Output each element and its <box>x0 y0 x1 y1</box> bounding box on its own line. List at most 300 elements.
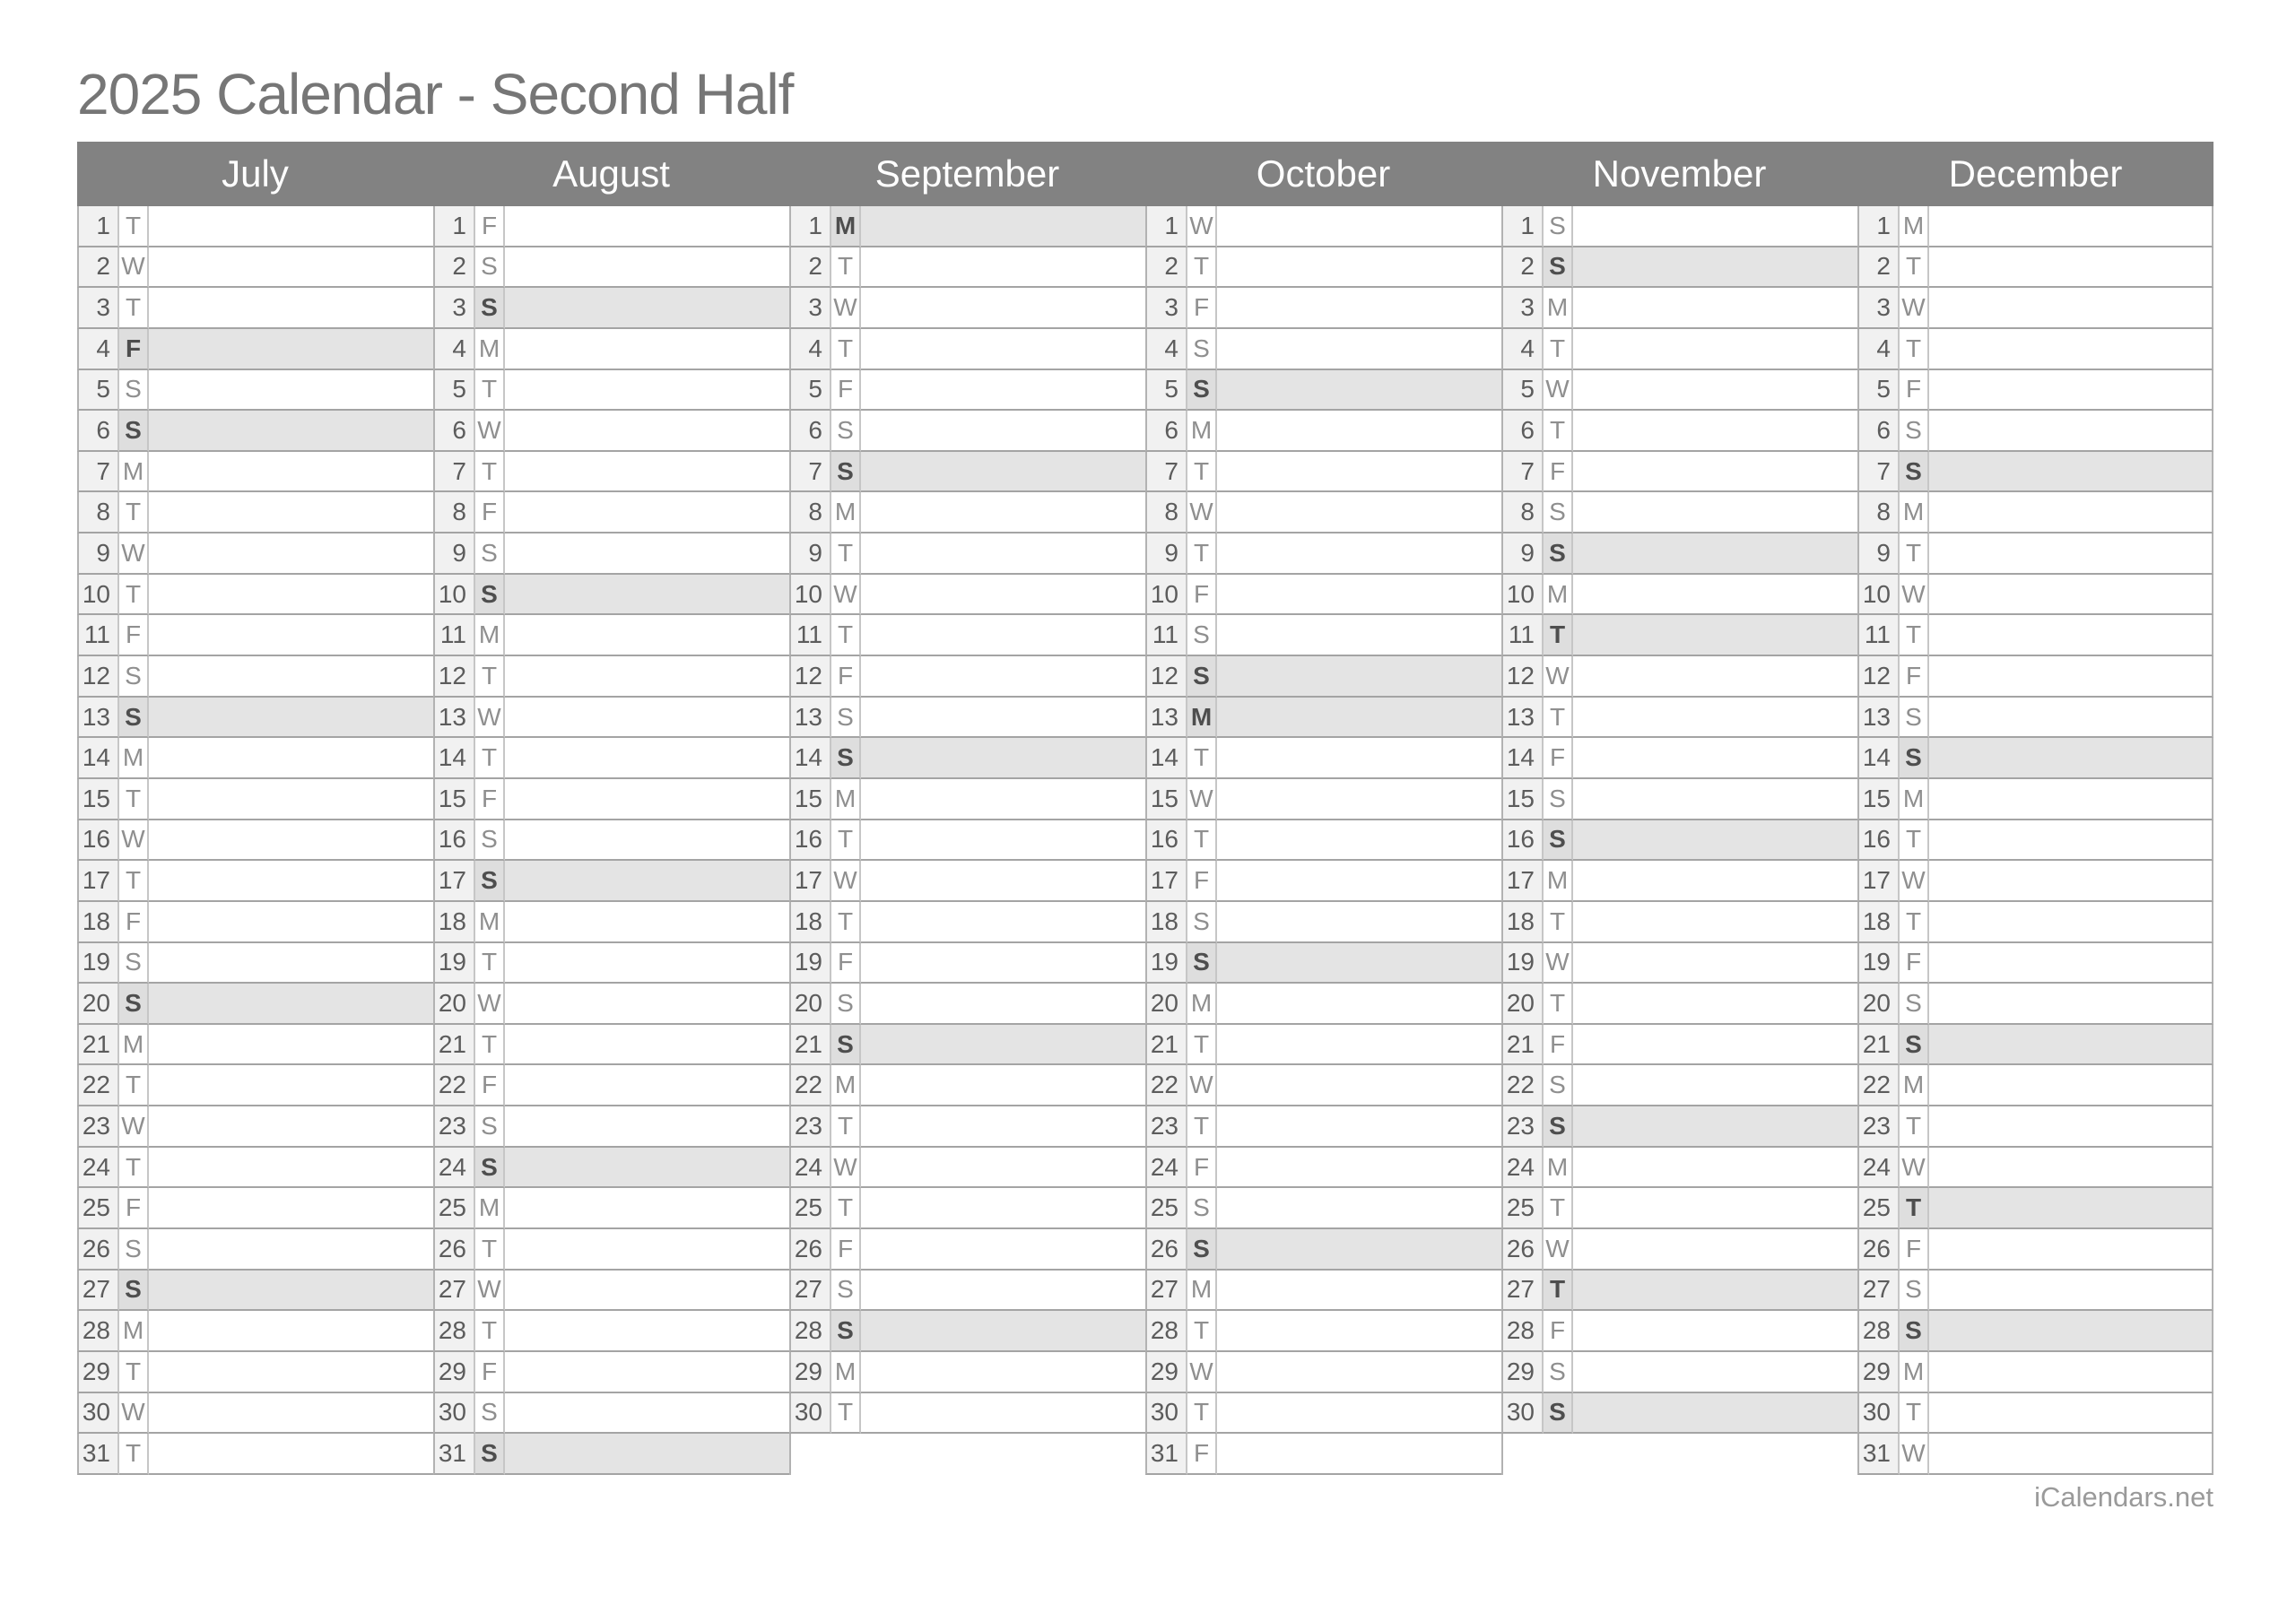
day-number-cell: 30 <box>1857 1393 1900 1435</box>
day-note-cell <box>1929 1434 2213 1475</box>
footer-brand-link[interactable]: iCalendars.net <box>2034 1481 2213 1513</box>
month-header-august: August <box>552 152 670 195</box>
day-note-cell <box>505 779 789 820</box>
day-note-cell <box>1929 247 2213 289</box>
day-letter-cell: M <box>831 492 861 533</box>
day-number-cell: 24 <box>433 1148 475 1189</box>
day-letter-cell: W <box>475 698 505 739</box>
day-number-cell: 17 <box>1501 861 1544 902</box>
day-letter-cell: T <box>119 1148 149 1189</box>
day-note-cell <box>149 370 433 412</box>
day-note-cell <box>505 820 789 862</box>
day-letter-cell: M <box>1187 411 1217 452</box>
day-letter-cell: W <box>831 575 861 616</box>
day-letter-cell: S <box>475 1434 505 1475</box>
day-number-cell: 22 <box>1145 1065 1187 1106</box>
day-letter-cell: W <box>831 1148 861 1189</box>
day-number-cell: 20 <box>1857 984 1900 1025</box>
day-note-cell <box>861 206 1145 247</box>
day-letter-cell: M <box>119 1311 149 1352</box>
day-note-cell <box>1573 656 1857 698</box>
day-note-cell <box>1217 738 1501 779</box>
day-note-cell <box>149 1106 433 1148</box>
day-number-cell: 24 <box>1501 1148 1544 1189</box>
day-letter-cell: W <box>119 1393 149 1435</box>
day-number-cell: 12 <box>77 656 119 698</box>
empty-cell <box>789 1434 831 1475</box>
day-note-cell <box>1217 1188 1501 1229</box>
day-number-cell: 23 <box>1857 1106 1900 1148</box>
day-note-cell <box>1573 452 1857 493</box>
day-letter-cell: M <box>1187 1271 1217 1312</box>
day-note-cell <box>149 452 433 493</box>
day-letter-cell: F <box>1187 1148 1217 1189</box>
day-number-cell: 25 <box>1857 1188 1900 1229</box>
day-number-cell: 9 <box>1501 533 1544 575</box>
day-letter-cell: S <box>831 1271 861 1312</box>
day-letter-cell: T <box>1544 902 1573 943</box>
day-letter-cell: S <box>475 1106 505 1148</box>
day-note-cell <box>1929 1352 2213 1393</box>
day-letter-cell: M <box>831 1352 861 1393</box>
day-number-cell: 21 <box>77 1025 119 1066</box>
day-note-cell <box>505 943 789 984</box>
day-number-cell: 16 <box>789 820 831 862</box>
day-letter-cell: S <box>1544 1065 1573 1106</box>
day-note-cell <box>1573 1271 1857 1312</box>
page-title: 2025 Calendar - Second Half <box>77 62 794 126</box>
day-letter-cell: M <box>1544 575 1573 616</box>
day-number-cell: 26 <box>789 1229 831 1271</box>
day-letter-cell: S <box>831 452 861 493</box>
day-note-cell <box>149 738 433 779</box>
day-letter-cell: M <box>475 615 505 656</box>
day-letter-cell: S <box>1187 329 1217 370</box>
day-note-cell <box>1217 575 1501 616</box>
day-letter-cell: S <box>119 411 149 452</box>
day-letter-cell: S <box>1900 1271 1929 1312</box>
day-note-cell <box>1573 1106 1857 1148</box>
day-note-cell <box>1573 615 1857 656</box>
day-letter-cell: M <box>831 779 861 820</box>
day-letter-cell: S <box>475 533 505 575</box>
day-number-cell: 26 <box>1145 1229 1187 1271</box>
day-note-cell <box>1929 1229 2213 1271</box>
day-number-cell: 24 <box>1857 1148 1900 1189</box>
day-letter-cell: T <box>119 492 149 533</box>
day-letter-cell: T <box>475 738 505 779</box>
day-number-cell: 14 <box>1857 738 1900 779</box>
day-letter-cell: S <box>475 861 505 902</box>
day-letter-cell: W <box>831 288 861 329</box>
day-note-cell <box>1217 533 1501 575</box>
empty-cell <box>861 1434 1145 1475</box>
day-note-cell <box>1217 820 1501 862</box>
day-number-cell: 30 <box>1145 1393 1187 1435</box>
day-number-cell: 11 <box>1857 615 1900 656</box>
day-number-cell: 16 <box>1857 820 1900 862</box>
day-note-cell <box>1573 411 1857 452</box>
day-number-cell: 25 <box>433 1188 475 1229</box>
day-note-cell <box>149 656 433 698</box>
day-letter-cell: M <box>119 1025 149 1066</box>
day-note-cell <box>149 1393 433 1435</box>
day-letter-cell: S <box>475 247 505 289</box>
day-note-cell <box>149 779 433 820</box>
day-note-cell <box>505 615 789 656</box>
day-number-cell: 27 <box>433 1271 475 1312</box>
month-header-row <box>77 142 2213 206</box>
day-number-cell: 25 <box>1145 1188 1187 1229</box>
day-letter-cell: T <box>1187 1106 1217 1148</box>
day-note-cell <box>1929 820 2213 862</box>
day-number-cell: 2 <box>789 247 831 289</box>
day-letter-cell: F <box>831 656 861 698</box>
day-letter-cell: F <box>475 206 505 247</box>
day-number-cell: 3 <box>789 288 831 329</box>
day-note-cell <box>1573 533 1857 575</box>
day-letter-cell: S <box>475 575 505 616</box>
day-note-cell <box>1929 698 2213 739</box>
day-letter-cell: S <box>1900 984 1929 1025</box>
day-number-cell: 22 <box>1857 1065 1900 1106</box>
day-note-cell <box>1217 288 1501 329</box>
day-letter-cell: M <box>475 329 505 370</box>
day-number-cell: 11 <box>77 615 119 656</box>
day-letter-cell: T <box>1187 1311 1217 1352</box>
day-note-cell <box>505 861 789 902</box>
day-letter-cell: S <box>1187 615 1217 656</box>
day-letter-cell: S <box>1544 533 1573 575</box>
day-number-cell: 23 <box>433 1106 475 1148</box>
day-number-cell: 28 <box>789 1311 831 1352</box>
day-note-cell <box>1217 861 1501 902</box>
day-letter-cell: M <box>1900 206 1929 247</box>
day-note-cell <box>505 1229 789 1271</box>
day-note-cell <box>1573 1188 1857 1229</box>
day-number-cell: 25 <box>789 1188 831 1229</box>
day-number-cell: 18 <box>1145 902 1187 943</box>
day-number-cell: 29 <box>1501 1352 1544 1393</box>
day-letter-cell: F <box>1187 575 1217 616</box>
calendar-table <box>77 142 2213 1475</box>
day-number-cell: 29 <box>1857 1352 1900 1393</box>
day-note-cell <box>149 411 433 452</box>
day-number-cell: 28 <box>433 1311 475 1352</box>
day-note-cell <box>505 1434 789 1475</box>
day-number-cell: 21 <box>1145 1025 1187 1066</box>
day-note-cell <box>1573 1229 1857 1271</box>
day-number-cell: 4 <box>433 329 475 370</box>
day-note-cell <box>505 1311 789 1352</box>
day-number-cell: 2 <box>1857 247 1900 289</box>
day-number-cell: 21 <box>1857 1025 1900 1066</box>
day-number-cell: 15 <box>433 779 475 820</box>
day-number-cell: 6 <box>433 411 475 452</box>
calendar-grid <box>77 206 2213 1475</box>
day-letter-cell: T <box>1544 1188 1573 1229</box>
day-letter-cell: T <box>1900 329 1929 370</box>
day-number-cell: 18 <box>433 902 475 943</box>
day-letter-cell: F <box>1544 738 1573 779</box>
day-letter-cell: F <box>1187 288 1217 329</box>
day-number-cell: 2 <box>433 247 475 289</box>
day-note-cell <box>505 370 789 412</box>
day-note-cell <box>149 1025 433 1066</box>
day-note-cell <box>861 492 1145 533</box>
day-note-cell <box>149 492 433 533</box>
day-number-cell: 18 <box>789 902 831 943</box>
day-number-cell: 13 <box>1857 698 1900 739</box>
day-note-cell <box>1929 615 2213 656</box>
day-number-cell: 24 <box>789 1148 831 1189</box>
day-number-cell: 12 <box>1501 656 1544 698</box>
day-number-cell: 1 <box>433 206 475 247</box>
day-number-cell: 10 <box>433 575 475 616</box>
day-note-cell <box>149 1188 433 1229</box>
day-note-cell <box>149 533 433 575</box>
day-letter-cell: W <box>1900 1434 1929 1475</box>
day-note-cell <box>1929 1025 2213 1066</box>
day-letter-cell: S <box>119 984 149 1025</box>
day-number-cell: 11 <box>1501 615 1544 656</box>
day-note-cell <box>505 738 789 779</box>
day-letter-cell: T <box>1187 533 1217 575</box>
day-letter-cell: T <box>831 1393 861 1435</box>
month-header-december: December <box>1948 152 2123 195</box>
day-letter-cell: T <box>831 329 861 370</box>
day-note-cell <box>1573 902 1857 943</box>
day-note-cell <box>1929 984 2213 1025</box>
day-note-cell <box>505 247 789 289</box>
day-letter-cell: F <box>475 1352 505 1393</box>
day-note-cell <box>1929 738 2213 779</box>
day-note-cell <box>861 1188 1145 1229</box>
day-number-cell: 10 <box>789 575 831 616</box>
day-number-cell: 19 <box>1501 943 1544 984</box>
day-note-cell <box>149 1148 433 1189</box>
day-number-cell: 1 <box>77 206 119 247</box>
day-note-cell <box>149 329 433 370</box>
day-number-cell: 29 <box>433 1352 475 1393</box>
day-note-cell <box>1573 370 1857 412</box>
day-letter-cell: W <box>475 411 505 452</box>
day-note-cell <box>505 411 789 452</box>
day-note-cell <box>149 698 433 739</box>
day-letter-cell: T <box>1544 1271 1573 1312</box>
day-note-cell <box>861 1106 1145 1148</box>
day-number-cell: 13 <box>433 698 475 739</box>
day-number-cell: 9 <box>1857 533 1900 575</box>
day-note-cell <box>861 1393 1145 1435</box>
day-note-cell <box>1217 943 1501 984</box>
day-note-cell <box>1217 1148 1501 1189</box>
day-number-cell: 5 <box>1145 370 1187 412</box>
day-note-cell <box>861 533 1145 575</box>
day-number-cell: 13 <box>1145 698 1187 739</box>
day-letter-cell: W <box>1187 1065 1217 1106</box>
day-letter-cell: F <box>119 1188 149 1229</box>
day-note-cell <box>861 1148 1145 1189</box>
day-note-cell <box>149 902 433 943</box>
day-note-cell <box>1929 370 2213 412</box>
day-note-cell <box>861 411 1145 452</box>
day-letter-cell: F <box>1900 943 1929 984</box>
day-number-cell: 4 <box>1857 329 1900 370</box>
day-number-cell: 19 <box>789 943 831 984</box>
day-number-cell: 27 <box>1501 1271 1544 1312</box>
day-number-cell: 15 <box>1857 779 1900 820</box>
day-letter-cell: S <box>119 698 149 739</box>
day-letter-cell: S <box>831 411 861 452</box>
day-letter-cell: S <box>1900 698 1929 739</box>
day-note-cell <box>861 943 1145 984</box>
day-note-cell <box>861 288 1145 329</box>
day-note-cell <box>1929 861 2213 902</box>
day-number-cell: 27 <box>1145 1271 1187 1312</box>
day-letter-cell: T <box>475 1229 505 1271</box>
day-number-cell: 3 <box>1857 288 1900 329</box>
day-number-cell: 11 <box>1145 615 1187 656</box>
day-note-cell <box>1929 329 2213 370</box>
day-number-cell: 15 <box>1501 779 1544 820</box>
day-number-cell: 5 <box>1501 370 1544 412</box>
day-note-cell <box>149 288 433 329</box>
day-note-cell <box>149 943 433 984</box>
day-letter-cell: T <box>1544 411 1573 452</box>
day-letter-cell: T <box>1900 820 1929 862</box>
day-note-cell <box>505 902 789 943</box>
day-number-cell: 17 <box>789 861 831 902</box>
day-letter-cell: F <box>1544 1025 1573 1066</box>
day-note-cell <box>149 1434 433 1475</box>
day-number-cell: 31 <box>433 1434 475 1475</box>
day-number-cell: 19 <box>433 943 475 984</box>
day-number-cell: 10 <box>77 575 119 616</box>
day-number-cell: 16 <box>77 820 119 862</box>
day-letter-cell: W <box>119 820 149 862</box>
day-note-cell <box>1217 698 1501 739</box>
day-letter-cell: T <box>1187 738 1217 779</box>
day-number-cell: 18 <box>1501 902 1544 943</box>
day-note-cell <box>149 247 433 289</box>
day-letter-cell: F <box>119 329 149 370</box>
day-number-cell: 4 <box>1145 329 1187 370</box>
day-note-cell <box>1217 452 1501 493</box>
day-note-cell <box>1573 1393 1857 1435</box>
day-letter-cell: M <box>1900 1065 1929 1106</box>
day-number-cell: 24 <box>1145 1148 1187 1189</box>
day-number-cell: 3 <box>433 288 475 329</box>
day-number-cell: 19 <box>1145 943 1187 984</box>
day-letter-cell: S <box>831 984 861 1025</box>
day-note-cell <box>1573 1148 1857 1189</box>
empty-cell <box>1501 1434 1544 1475</box>
day-note-cell <box>861 370 1145 412</box>
day-number-cell: 25 <box>1501 1188 1544 1229</box>
day-note-cell <box>1929 575 2213 616</box>
day-number-cell: 18 <box>1857 902 1900 943</box>
day-note-cell <box>861 575 1145 616</box>
day-number-cell: 14 <box>1501 738 1544 779</box>
day-letter-cell: F <box>1187 1434 1217 1475</box>
day-note-cell <box>1929 1065 2213 1106</box>
day-letter-cell: T <box>119 575 149 616</box>
day-letter-cell: W <box>1900 288 1929 329</box>
day-note-cell <box>1929 943 2213 984</box>
day-letter-cell: F <box>119 902 149 943</box>
day-letter-cell: T <box>475 1025 505 1066</box>
day-note-cell <box>505 1025 789 1066</box>
day-note-cell <box>1573 779 1857 820</box>
day-number-cell: 7 <box>1501 452 1544 493</box>
day-letter-cell: F <box>475 1065 505 1106</box>
day-letter-cell: F <box>831 370 861 412</box>
day-letter-cell: S <box>1187 1229 1217 1271</box>
day-number-cell: 12 <box>1145 656 1187 698</box>
day-letter-cell: T <box>475 943 505 984</box>
day-letter-cell: T <box>1900 615 1929 656</box>
day-letter-cell: W <box>1900 1148 1929 1189</box>
day-note-cell <box>149 1311 433 1352</box>
day-letter-cell: S <box>831 738 861 779</box>
day-letter-cell: T <box>1187 1025 1217 1066</box>
day-letter-cell: F <box>119 615 149 656</box>
day-letter-cell: W <box>1187 779 1217 820</box>
day-note-cell <box>861 1352 1145 1393</box>
day-letter-cell: T <box>119 288 149 329</box>
day-note-cell <box>505 1106 789 1148</box>
day-note-cell <box>1217 1434 1501 1475</box>
day-note-cell <box>505 329 789 370</box>
day-number-cell: 28 <box>1857 1311 1900 1352</box>
day-letter-cell: S <box>1900 452 1929 493</box>
day-note-cell <box>1573 1065 1857 1106</box>
day-letter-cell: S <box>1900 1311 1929 1352</box>
day-note-cell <box>1217 329 1501 370</box>
day-letter-cell: T <box>1187 820 1217 862</box>
empty-cell <box>831 1434 861 1475</box>
day-letter-cell: W <box>475 1271 505 1312</box>
day-number-cell: 22 <box>1501 1065 1544 1106</box>
day-number-cell: 25 <box>77 1188 119 1229</box>
day-note-cell <box>149 1352 433 1393</box>
day-number-cell: 23 <box>1145 1106 1187 1148</box>
day-letter-cell: W <box>119 533 149 575</box>
day-number-cell: 15 <box>77 779 119 820</box>
day-number-cell: 9 <box>77 533 119 575</box>
day-number-cell: 19 <box>1857 943 1900 984</box>
day-letter-cell: M <box>1544 1148 1573 1189</box>
day-number-cell: 6 <box>77 411 119 452</box>
day-note-cell <box>861 984 1145 1025</box>
day-note-cell <box>1217 1311 1501 1352</box>
day-number-cell: 15 <box>789 779 831 820</box>
day-number-cell: 1 <box>1857 206 1900 247</box>
day-note-cell <box>861 1065 1145 1106</box>
day-letter-cell: W <box>1900 575 1929 616</box>
day-letter-cell: F <box>831 943 861 984</box>
day-number-cell: 20 <box>433 984 475 1025</box>
day-letter-cell: T <box>831 533 861 575</box>
day-number-cell: 13 <box>77 698 119 739</box>
day-letter-cell: M <box>831 206 861 247</box>
day-letter-cell: S <box>831 1311 861 1352</box>
day-number-cell: 14 <box>789 738 831 779</box>
day-letter-cell: S <box>1544 779 1573 820</box>
day-note-cell <box>1929 492 2213 533</box>
day-number-cell: 7 <box>1145 452 1187 493</box>
